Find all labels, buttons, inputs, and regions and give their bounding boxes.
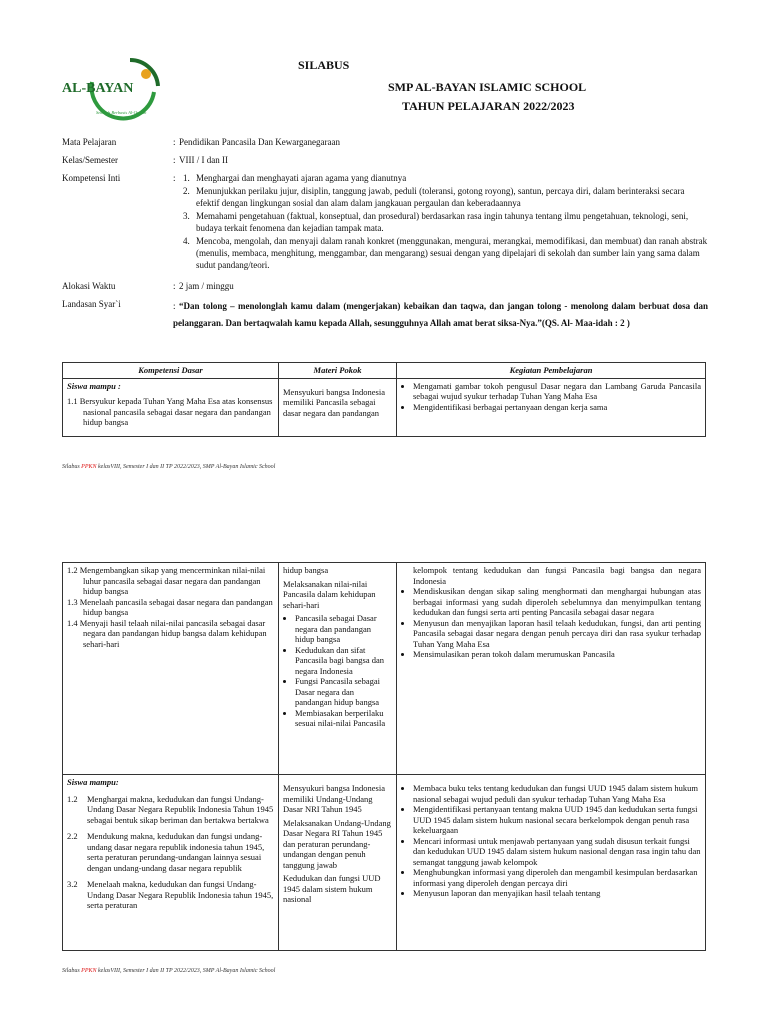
svg-text:Sekolah Berbasis Al-Qur'an: Sekolah Berbasis Al-Qur'an <box>96 110 147 115</box>
syllabus-table-page2 <box>62 562 706 951</box>
landasan-label: Landasan Syar`i <box>62 299 121 309</box>
list-item: • Mensimulasikan peran tokoh dalam merumuskan Pancasila <box>413 649 701 660</box>
page-footer: Silabus PPKN kelasVIII, Semester I dan II TP 2022/2023, SMP Al-Bayan Islamic School <box>62 464 276 470</box>
kd-item: 1.4 Menyaji hasil telaah nilai-nilai pancasila sebagai dasar negara dan pandangan hidup bangsa dalam kehidupan sehari-hari <box>67 617 267 649</box>
kd-cell <box>63 775 279 951</box>
list-item: • Menyusun laporan dan menyajikan hasil telaah tentang <box>413 888 701 899</box>
ki-item: 2. Menunjukkan perilaku jujur, disiplin, tanggung jawab, peduli (toleransi, gotong royong), santun, percaya diri, dalam berinteraksi secara efektif dengan lingkungan sosial dan alam dalam jangkauan pergaulan dan keberadaannya <box>183 186 685 208</box>
kd-cell <box>63 563 279 775</box>
kd-cell <box>63 378 279 436</box>
kd-item: 1.2 Mengembangkan sikap yang mencerminkan nilai-nilai luhur pancasila sebagai dasar negara dan pandangan hidup bangsa <box>67 565 266 596</box>
kd-item: 2.2 Mendukung makna, kedudukan dan fungsi undang-undang dasar negara republik indonesia tahun 1945, serta peraturan perundang-undangan lainnya sesuai dengan undang-undang dasar negara republik <box>67 831 265 873</box>
kelas-value-row: : VIII / I dan II <box>173 155 228 165</box>
list-item: • Fungsi Pancasila sebagai Dasar negara dan pandangan hidup bangsa <box>295 676 392 708</box>
list-item: • Menghubungkan informasi yang diperoleh dan mengambil kesimpulan berdasarkan informasi yang diperoleh dengan percaya diri <box>413 867 701 888</box>
alokasi-label: Alokasi Waktu <box>62 281 116 291</box>
list-item: • Kedudukan dan sifat Pancasila bagi bangsa dan negara Indonesia <box>295 645 392 677</box>
list-item: • Mengidentifikasi pertanyaan tentang makna UUD 1945 dan kedudukan serta fungsi UUD 1945 dalam sistem hukum nasional secara berkelompok dengan penuh rasa kekeluargaan <box>413 804 701 836</box>
kd-item: 1.1 Bersyukur kepada Tuhan Yang Maha Esa atas konsensus nasional pancasila sebagai dasar negara dan pandangan hidup bangsa <box>67 396 273 427</box>
materi-para: Melaksanakan nilai-nilai Pancasila dalam kehidupan sehari-hari <box>283 578 376 610</box>
materi-list <box>283 613 392 729</box>
kd-intro: Siswa mampu: <box>67 777 119 787</box>
school-name: SMP AL-BAYAN ISLAMIC SCHOOL <box>388 80 587 94</box>
kegiatan-cell <box>397 378 706 436</box>
ki-item: 3. Memahami pengetahuan (faktual, konseptual, dan prosedural) berdasarkan rasa ingin tahunya tentang ilmu pengetahuan, teknologi, seni, budaya terkait fenomena dan kejadian tampak mata. <box>183 211 689 233</box>
list-item: • Membiasakan berperilaku sesuai nilai-nilai Pancasila <box>295 708 392 729</box>
kegiatan-cell <box>397 775 706 951</box>
list-item: • Mendiskusikan dengan sikap saling menghormati dan menghargai hubungan atas berbagai informasi yang sudah diperoleh sebelumnya dan menyimpulkan tentang kedudukan dan fungsi serta arti penting Pancasila sebagai dasar negara <box>413 586 701 618</box>
alokasi-value-row: : 2 jam / minggu <box>173 281 234 291</box>
list-item: • Pancasila sebagai Dasar negara dan pandangan hidup bangsa <box>295 613 392 645</box>
kelas-value: VIII / I dan II <box>179 155 228 165</box>
list-item: • Menyusun dan menyajikan laporan hasil telaah kedudukan, fungsi, dan arti penting Pancasila sebagai dasar negara dengan penuh percaya diri dan rasa syukur terhadap Tuhan Yang Maha Esa <box>413 618 701 650</box>
landasan-value: “Dan tolong – menolonglah kamu dalam (mengerjakan) kebaikan dan taqwa, dan jangan tolong - menolong dalam berbuat dosa dan pelanggaran. Dan bertaqwalah kamu kepada Allah, sesungguhnya Allah amat berat siksa-Nya.”(QS. Al- Maa-idah : 2 ) <box>173 301 708 328</box>
school-logo <box>62 52 162 122</box>
mapel-label: Mata Pelajaran <box>62 137 117 147</box>
mapel-value: Pendidikan Pancasila Dan Kewarganegaraan <box>179 137 341 147</box>
materi-cell <box>279 775 397 951</box>
materi-para: Mensyukuri bangsa Indonesia memiliki Undang-Undang Dasar NRI Tahun 1945 <box>283 783 385 814</box>
landasan-value-row: : “Dan tolong – menolonglah kamu dalam (mengerjakan) kebaikan dan taqwa, dan jangan tolong - menolong dalam berbuat dosa dan pelanggaran. Dan bertaqwalah kamu kepada Allah, sesungguhnya Allah amat berat siksa-Nya.”(QS. Al- Maa-idah : 2 ) <box>173 301 708 328</box>
kd-item: 1.3 Menelaah pancasila sebagai dasar negara dan pandangan hidup bangsa <box>67 596 273 617</box>
materi-lead: hidup bangsa <box>283 565 329 575</box>
ki-list <box>179 172 708 271</box>
ki-list-wrap: : 1. Menghargai dan menghayati ajaran agama yang dianutnya 2. Menunjukkan perilaku jujur, disiplin, tanggung jawab, peduli (toleransi, gotong royong), santun, percaya diri, dalam berinteraksi secara efektif dengan lingkungan sosial dan alam dalam jangkauan pergaulan dan keberadaannya 3. Memahami pengetahuan (faktual, konseptual, dan prosedural) berdasarkan rasa ingin tahunya tentang ilmu pengetahuan, teknologi, seni, budaya terkait fenomena dan kejadian tampak mata. 4. Mencoba, mengolah, dan menyaji dalam ranah konkret (menggunakan, mengurai, merangkai, memodifikasi, dan membuat) dan ranah abstrak (menulis, membaca, menghitung, menggambar, dan mengarang) sesuai dengan yang dipelajari di sekolah dan sumber lain yang sama dalam sudut pandang/teori. <box>173 173 708 270</box>
ki-item: 1. Menghargai dan menghayati ajaran agama yang dianutnya <box>183 173 407 183</box>
table-row <box>63 378 706 436</box>
materi-para: Kedudukan dan fungsi UUD 1945 dalam sistem hukum nasional <box>283 873 381 904</box>
col-header-materi: Materi Pokok <box>279 363 397 379</box>
list-item: • Mencari informasi untuk menjawab pertanyaan yang sudah disusun terkait fungsi dan kedudukan UUD 1945 dalam sistem hukum nasional dengan rasa ingin tahu dan semangat tanggung jawab kelompok <box>413 836 701 868</box>
table-row <box>63 775 706 951</box>
materi-cell: Mensyukuri bangsa Indonesia memiliki Pancasila sebagai dasar negara dan pandangan <box>279 378 397 436</box>
page-footer: Silabus PPKN kelasVIII, Semester I dan II TP 2022/2023, SMP Al-Bayan Islamic School <box>62 968 276 974</box>
list-item: • Membaca buku teks tentang kedudukan dan fungsi UUD 1945 dalam sistem hukum nasional sebagai wujud peduli dan syukur terhadap Tuhan Yang Maha Esa <box>413 783 701 804</box>
table-row <box>63 563 706 775</box>
kegiatan-lead: kelompok tentang kedudukan dan fungsi Pancasila bagi bangsa dan negara Indonesia <box>413 565 701 586</box>
kd-item: 1.2 Menghargai makna, kedudukan dan fungsi Undang- Undang Dasar Negara Republik Indonesia Tahun 1945 sebagai bentuk sikap beriman dan bertakwa bertakwa <box>67 793 274 825</box>
ki-label: Kompetensi Inti <box>62 173 121 183</box>
mapel-value-row: : Pendidikan Pancasila Dan Kewarganegaraan <box>173 137 341 147</box>
col-header-kd: Kompetensi Dasar <box>63 363 279 379</box>
kegiatan-list <box>401 586 701 660</box>
materi-para: Melaksanakan Undang-Undang Dasar Negara RI Tahun 1945 dan peraturan perundang-undangan dengan penuh tanggung jawab <box>283 817 391 870</box>
kegiatan-cell <box>397 563 706 775</box>
col-header-kegiatan: Kegiatan Pembelajaran <box>397 363 706 379</box>
academic-year: TAHUN PELAJARAN 2022/2023 <box>402 99 575 113</box>
svg-text:AL-BAYAN: AL-BAYAN <box>62 81 134 96</box>
table-header-row <box>63 363 706 379</box>
materi-cell <box>279 563 397 775</box>
ki-item: 4. Mencoba, mengolah, dan menyaji dalam ranah konkret (menggunakan, mengurai, merangkai, memodifikasi, dan membuat) dan ranah abstrak (menulis, membaca, menghitung, menggambar, dan mengarang) sesuai dengan yang dipelajari di sekolah dan sumber lain yang sama dalam sudut pandang/teori. <box>183 236 708 270</box>
kd-intro: Siswa mampu : <box>67 380 121 391</box>
list-item: • Mengidentifikasi berbagai pertanyaan dengan kerja sama <box>413 402 701 413</box>
alokasi-value: 2 jam / minggu <box>179 281 234 291</box>
doc-title: SILABUS <box>298 58 350 72</box>
kegiatan-list <box>401 783 701 899</box>
kelas-label: Kelas/Semester <box>62 155 118 165</box>
kd-item: 3.2 Menelaah makna, kedudukan dan fungsi Undang-Undang Dasar Negara Republik Indonesia tahun 1945, serta peraturan <box>67 879 274 910</box>
logo-emblem <box>62 52 162 122</box>
syllabus-table-page1 <box>62 362 706 437</box>
kegiatan-list <box>401 381 701 413</box>
list-item: • Mengamati gambar tokoh pengusul Dasar negara dan Lambang Garuda Pancasila sebagai wujud syukur terhadap Tuhan Yang Maha Esa <box>413 381 701 402</box>
